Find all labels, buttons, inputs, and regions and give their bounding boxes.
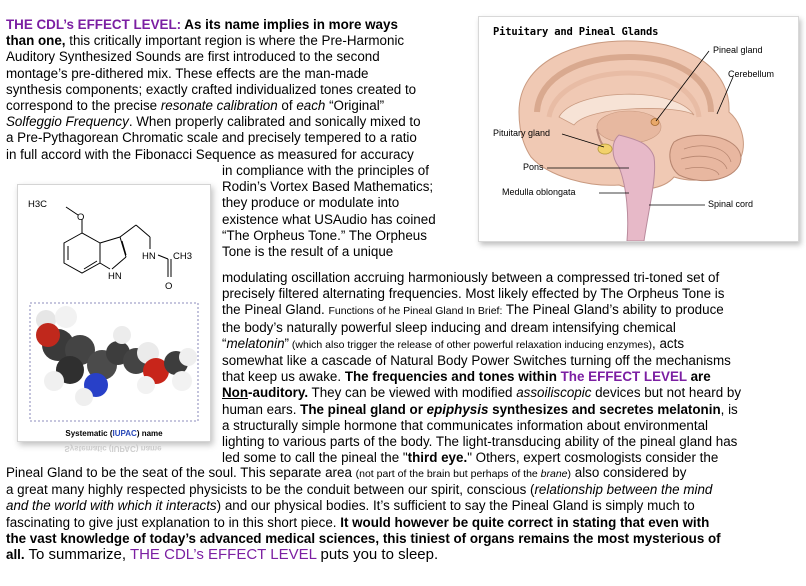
molecule-caption-reflection: Systematic (IUPAC) name — [64, 444, 162, 453]
carbonyl-o-label: O — [165, 281, 173, 292]
molecule-caption: Systematic (IUPAC) name — [65, 429, 163, 438]
iupac-link[interactable]: IUPAC — [112, 429, 137, 438]
methoxy-o-label: O — [77, 212, 85, 223]
anatomy-title: Pituitary and Pineal Glands — [493, 26, 659, 38]
medulla-oblongata-label: Medulla oblongata — [502, 187, 576, 197]
closing-paragraph: Pineal Gland to be the seat of the soul. This separate area (not part of the brain but perhaps of the brane) also considered by a great many highly respected physicists to be the conduit between our spirit, conscious (relationship between the mind and the world with which it interacts) and our physical bodies. It’s sufficient to say the Pineal Gland is simply much to fascinating to give just explanation to in this short piece. It would however be quite correct in stating that even with the vast knowledge of today’s advanced medical sciences, this tiniest of organs remains the most mysterious of all. To summarize, THE CDL’s EFFECT LEVEL puts you to sleep. — [6, 465, 721, 564]
pineal-paragraph: modulating oscillation accruing harmoniously between a compressed tri-toned set of precisely filtered alternating frequencies. Most likely effected by The Orpheus Tone is the Pineal Gland. Functions of he Pineal Gland In Brief: The Pineal Gland’s ability to produce the body’s naturally powerful sleep inducing and dream intensifying chemical “melatonin” (which also trigger the release of other powerful relaxation inducing enzymes), acts somewhat like a cascade of Natural Body Power Switches turning off the mechanisms that keep us awake. The frequencies and tones within The EFFECT LEVEL are Non-auditory. They can be viewed with modified assoiliscopic devices but not heard by human ears. The pineal gland or epiphysis synthesizes and secretes melatonin, is a structurally simple hormone that communicates information about environmental lighting to various parts of the body. The light-transducing ability of the pineal gland has led some to call the pineal the "third eye." Others, expert cosmologists consider the — [222, 270, 742, 466]
ch3-label: CH3 — [173, 251, 193, 262]
cerebellum-label: Cerebellum — [728, 69, 775, 79]
melatonin-molecule-card — [17, 184, 211, 442]
pineal-gland-label: Pineal gland — [713, 45, 763, 55]
pons-label: Pons — [523, 162, 544, 172]
h3c-label: H3C — [28, 199, 48, 210]
narrow-paragraph: in compliance with the principles of Rodin’s Vortex Based Mathematics; they produce or modulate into existence what USAudio has coined “The Orpheus Tone.” The Orpheus Tone is the result of a unique — [222, 163, 436, 260]
ring-hn-label: HN — [108, 271, 122, 282]
pituitary-gland-label: Pituitary gland — [493, 128, 551, 138]
anatomy-figure — [478, 16, 799, 242]
spinal-cord-label: Spinal cord — [708, 199, 754, 209]
space-filling-model — [36, 306, 197, 406]
molecule-diagram — [18, 185, 210, 425]
section-heading: THE CDL’s EFFECT LEVEL: — [6, 17, 182, 32]
summary-highlight: THE CDL’s EFFECT LEVEL — [129, 546, 317, 564]
chain-hn-label: HN — [142, 251, 156, 262]
intro-paragraph: THE CDL’s EFFECT LEVEL: As its name implies in more ways than one, this critically important region is where the Pre-Harmonic Auditory Synthesized Sounds are first introduced to the second montage’s pre-dithered mix. These effects are the man-made synthesis components; exactly crafted individualized tones created to correspond to the precise resonate calibration of each “Original” Solfeggio Frequency. When properly calibrated and sonically mixed to a Pre-Pythagorean Chromatic scale and precisely tempered to a ratio in full accord with the Fibonacci Sequence as measured for accuracy — [6, 17, 421, 162]
